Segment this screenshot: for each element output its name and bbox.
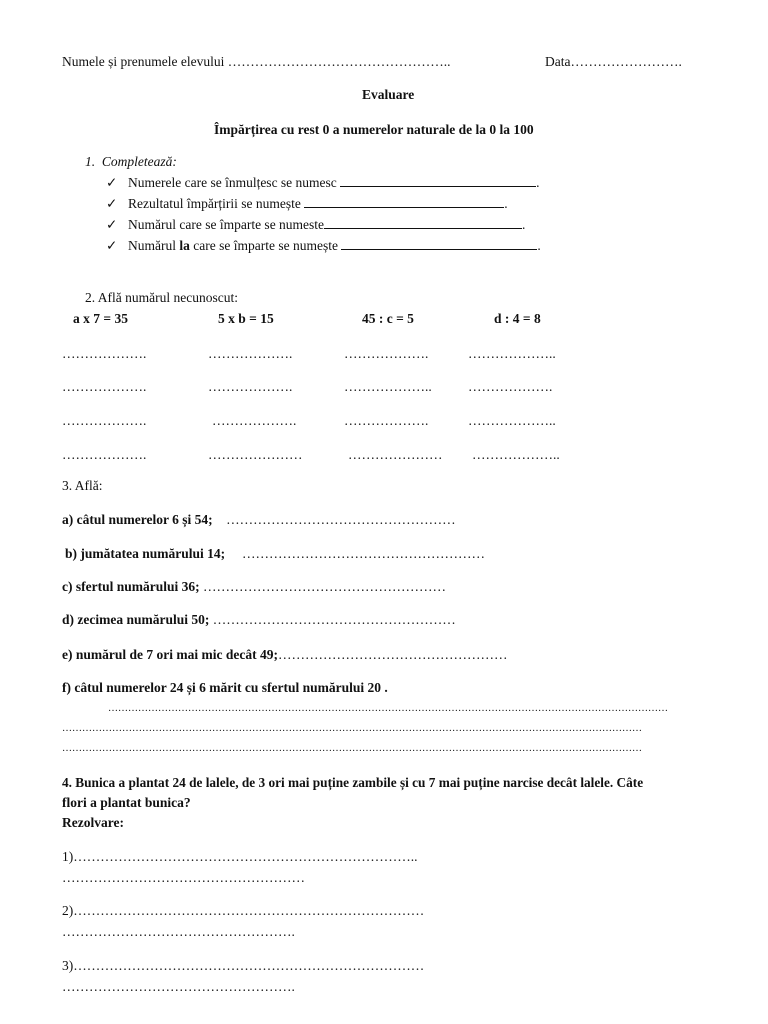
ex3-item-label: a) câtul numerelor 6 și 54; bbox=[62, 512, 213, 527]
equation: 5 x b = 15 bbox=[218, 311, 274, 326]
page-title: Evaluare bbox=[362, 87, 415, 102]
ex1-item-4 bbox=[106, 237, 541, 254]
answer-dots[interactable]: ……………….. bbox=[472, 447, 560, 462]
name-dots: ………………………………………….. bbox=[227, 54, 451, 69]
solution-step-3[interactable] bbox=[62, 958, 424, 974]
answer-line[interactable]: …………………………………………………………………………………………………………………………………………………… bbox=[108, 703, 668, 714]
ex1-item-end: . bbox=[504, 196, 508, 211]
answer-dots[interactable]: ………………. bbox=[62, 346, 147, 361]
ex3-item-dots[interactable]: …………………………………………… bbox=[226, 512, 456, 527]
ex3-item-dots[interactable]: ……………………………………………… bbox=[203, 579, 446, 594]
ex1-item-end: . bbox=[537, 238, 541, 253]
ex1-item-3 bbox=[106, 216, 525, 233]
answer-dots[interactable]: ………………… bbox=[208, 447, 303, 462]
checkmark-icon: ✓ bbox=[106, 217, 118, 232]
fill-in-line[interactable] bbox=[324, 216, 522, 229]
checkmark-icon: ✓ bbox=[106, 175, 118, 190]
solution-step-1[interactable] bbox=[62, 849, 418, 865]
ex3-item-c bbox=[62, 579, 446, 595]
ex3-item-b bbox=[65, 546, 485, 562]
answer-dots[interactable]: ……………….. bbox=[344, 379, 432, 394]
ex1-item-text: Numerele care se înmulțesc se numesc bbox=[128, 175, 337, 190]
ex1-item-end: . bbox=[522, 217, 526, 232]
ex3-item-label: b) jumătatea numărului 14; bbox=[65, 546, 226, 561]
answer-dots[interactable]: ………………. bbox=[468, 379, 553, 394]
answer-dots[interactable]: ………………. bbox=[344, 346, 429, 361]
solution-step-2-cont[interactable]: ……………………………………………. bbox=[62, 924, 295, 939]
date-label bbox=[545, 54, 682, 70]
ex3-item-label: d) zecimea numărului 50; bbox=[62, 612, 210, 627]
step-dots[interactable]: …………………………………………………………………… bbox=[73, 903, 425, 918]
ex3-item-dots[interactable]: …………………………………………… bbox=[277, 647, 508, 662]
solution-step-3-cont[interactable]: ……………………………………………. bbox=[62, 979, 295, 994]
ex1-item-2 bbox=[106, 195, 508, 212]
ex1-item-text-bold: la bbox=[179, 238, 190, 253]
ex2-heading: 2. Află numărul necunoscut: bbox=[85, 290, 238, 305]
equation: 45 : c = 5 bbox=[362, 311, 414, 326]
ex3-item-e bbox=[62, 647, 507, 663]
ex1-item-end: . bbox=[536, 175, 540, 190]
ex3-item-d bbox=[62, 612, 456, 628]
fill-in-line[interactable] bbox=[340, 174, 536, 187]
answer-line[interactable]: ………………………………………………………………………………………………………………………………………………………… bbox=[62, 743, 642, 754]
answer-dots[interactable]: ………………. bbox=[62, 379, 147, 394]
equation: a x 7 = 35 bbox=[73, 311, 128, 326]
ex1-item-text: care se împarte se numește bbox=[189, 238, 338, 253]
date-label-text: Data bbox=[545, 54, 571, 69]
ex3-item-dots[interactable]: ……………………………………………… bbox=[242, 546, 486, 561]
ex3-item-a bbox=[62, 512, 456, 528]
answer-dots[interactable]: ………………. bbox=[208, 346, 293, 361]
answer-dots[interactable]: ……………….. bbox=[468, 346, 556, 361]
step-number: 3) bbox=[62, 958, 74, 973]
solution-step-2[interactable] bbox=[62, 903, 424, 919]
step-number: 2) bbox=[62, 903, 74, 918]
date-dots: ……………………. bbox=[570, 54, 682, 69]
answer-dots[interactable]: ……………….. bbox=[468, 413, 556, 428]
ex1-number: 1. bbox=[85, 154, 96, 169]
answer-dots[interactable]: ………………. bbox=[212, 413, 297, 428]
step-number: 1) bbox=[62, 849, 74, 864]
ex3-item-dots[interactable]: ……………………………………………… bbox=[212, 612, 456, 627]
ex4-problem-line-2: flori a plantat bunica? bbox=[62, 795, 191, 810]
solution-step-1-cont[interactable]: ……………………………………………… bbox=[62, 870, 305, 885]
equation: d : 4 = 8 bbox=[494, 311, 541, 326]
ex3-item-f: f) câtul numerelor 24 și 6 mărit cu sfertul numărului 20 . bbox=[62, 680, 388, 695]
page-subtitle: Împărțirea cu rest 0 a numerelor naturale de la 0 la 100 bbox=[214, 122, 534, 137]
step-dots[interactable]: ………………………………………………………………….. bbox=[73, 849, 418, 864]
ex4-problem-line-1: 4. Bunica a plantat 24 de lalele, de 3 ori mai puține zambile și cu 7 mai puține narcise decât lalele. Câte bbox=[62, 775, 644, 790]
name-label-text: Numele și prenumele elevului bbox=[62, 54, 225, 69]
student-name-label bbox=[62, 54, 450, 70]
checkmark-icon: ✓ bbox=[106, 238, 118, 253]
ex1-item-text: Rezultatul împărțirii se numește bbox=[128, 196, 301, 211]
checkmark-icon: ✓ bbox=[106, 196, 118, 211]
ex1-item-1 bbox=[106, 174, 540, 191]
answer-dots[interactable]: ………………. bbox=[62, 447, 147, 462]
ex1-heading bbox=[85, 154, 177, 170]
step-dots[interactable]: …………………………………………………………………… bbox=[73, 958, 425, 973]
ex4-rezolvare-label: Rezolvare: bbox=[62, 815, 124, 830]
ex1-heading-text: Completează: bbox=[101, 154, 177, 169]
ex3-item-label: c) sfertul numărului 36; bbox=[62, 579, 200, 594]
answer-dots[interactable]: ………………. bbox=[208, 379, 293, 394]
fill-in-line[interactable] bbox=[341, 237, 537, 250]
answer-dots[interactable]: ………………… bbox=[348, 447, 443, 462]
ex1-item-text: Numărul bbox=[128, 238, 180, 253]
answer-dots[interactable]: ………………. bbox=[344, 413, 429, 428]
ex3-heading: 3. Află: bbox=[62, 478, 103, 493]
fill-in-line[interactable] bbox=[304, 195, 504, 208]
answer-dots[interactable]: ………………. bbox=[62, 413, 147, 428]
ex1-item-text: Numărul care se împarte se numeste bbox=[128, 217, 325, 232]
answer-line[interactable]: ………………………………………………………………………………………………………………………………………………………… bbox=[62, 723, 642, 734]
ex3-item-label: e) numărul de 7 ori mai mic decât 49; bbox=[62, 647, 278, 662]
